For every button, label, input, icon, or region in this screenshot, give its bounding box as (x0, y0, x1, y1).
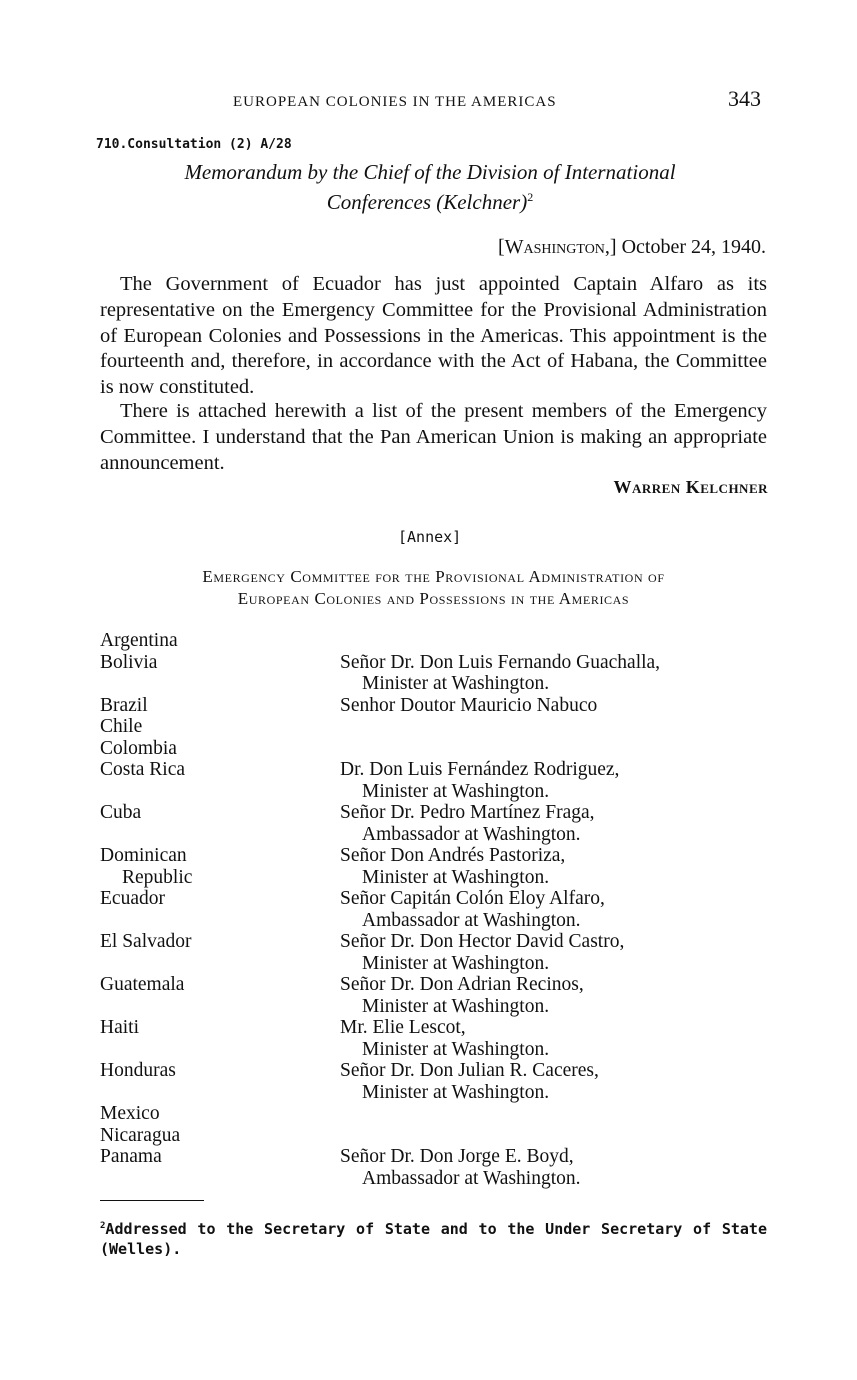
title-line-2 (110, 185, 750, 215)
member-row (100, 652, 780, 674)
member-rep-title: Minister at Washington. (362, 780, 550, 802)
member-representative: Señor Don Andrés Pastoriza, (340, 845, 566, 866)
document-title (110, 160, 750, 215)
member-country: El Salvador (100, 931, 192, 952)
member-representative: Señor Dr. Pedro Martínez Fraga, (340, 802, 595, 823)
running-head: EUROPEAN COLONIES IN THE AMERICAS (233, 94, 557, 110)
dateline-date: October 24, 1940. (621, 236, 766, 258)
member-row (100, 1017, 780, 1039)
member-country: Mexico (100, 1103, 160, 1124)
member-representative: Señor Dr. Don Adrian Recinos, (340, 974, 584, 995)
member-row-cont (100, 953, 780, 975)
member-country: Chile (100, 716, 143, 737)
member-rep-title: Ambassador at Washington. (362, 823, 581, 845)
dateline (498, 236, 766, 259)
member-rep-title: Ambassador at Washington. (362, 909, 581, 931)
member-country: Cuba (100, 802, 142, 823)
member-row (100, 1060, 780, 1082)
member-country: Bolivia (100, 651, 158, 673)
member-rep-title: Minister at Washington. (362, 1081, 550, 1103)
member-representative: Senhor Doutor Mauricio Nabuco (340, 694, 598, 716)
annex-title (100, 566, 767, 610)
paragraph-1 (100, 272, 767, 401)
page-number: 343 (728, 86, 761, 111)
member-representative: Señor Dr. Don Hector David Castro, (340, 931, 625, 952)
member-row (100, 695, 780, 717)
member-row-cont (100, 867, 780, 889)
annex-title-line-2: European Colonies and Possessions in the Americas (237, 589, 630, 608)
member-country-cont: Republic (122, 866, 193, 888)
member-row-cont (100, 781, 780, 803)
member-country: Nicaragua (100, 1124, 181, 1146)
member-representative: Mr. Elie Lescot, (340, 1017, 466, 1038)
member-rep-title: Minister at Washington. (362, 866, 550, 888)
title-line-2-text: Conferences (Kelchner) (326, 190, 528, 214)
member-row-cont (100, 673, 780, 695)
member-row (100, 759, 780, 781)
paragraph-2 (100, 399, 767, 476)
member-country: Argentina (100, 630, 178, 651)
member-representative: Señor Dr. Don Julian R. Caceres, (340, 1060, 599, 1081)
member-row-cont (100, 996, 780, 1018)
paragraph-text: There is attached herewith a list of the present members of the Emergency Committee. I understand that the Pan American Union is making an appropriate announcement. (100, 400, 767, 474)
member-row-cont (100, 1039, 780, 1061)
member-rep-title: Ambassador at Washington. (362, 1167, 581, 1189)
annex-title-line-1: Emergency Committee for the Provisional Administration of (202, 567, 665, 586)
member-country: Honduras (100, 1060, 176, 1081)
annex-label: [Annex] (398, 528, 462, 546)
member-country: Dominican (100, 845, 187, 866)
member-row (100, 974, 780, 996)
member-row-cont (100, 1168, 780, 1190)
member-representative: Dr. Don Luis Fernández Rodriguez, (340, 759, 620, 780)
member-rep-title: Minister at Washington. (362, 995, 550, 1017)
members-list (100, 630, 780, 1189)
member-country: Ecuador (100, 888, 165, 909)
member-country: Colombia (100, 737, 177, 759)
member-row (100, 1125, 780, 1147)
member-row-cont (100, 910, 780, 932)
member-row (100, 630, 780, 652)
member-country: Panama (100, 1146, 162, 1167)
member-row (100, 716, 780, 738)
member-representative: Señor Capitán Colón Eloy Alfaro, (340, 888, 605, 909)
member-row (100, 888, 780, 910)
member-row (100, 845, 780, 867)
member-row (100, 802, 780, 824)
member-row-cont (100, 824, 780, 846)
member-representative: Señor Dr. Don Luis Fernando Guachalla, (340, 651, 661, 673)
footnote-rule (100, 1200, 204, 1201)
paragraph-text: The Government of Ecuador has just appointed Captain Alfaro as its representative on the Emergency Committee for the Provisional Administration of European Colonies and Possessions in the Americas. This appointment is the fourteenth and, therefore, in accordance with the Act of Habana, the Committee is now constituted. (100, 273, 767, 399)
footnote (100, 1216, 767, 1259)
member-row (100, 1146, 780, 1168)
member-row (100, 1103, 780, 1125)
signature: Warren Kelchner (613, 477, 768, 497)
title-line-1: Memorandum by the Chief of the Division of International (184, 160, 676, 184)
member-row-cont (100, 1082, 780, 1104)
footnote-mark: 2 (527, 190, 534, 204)
member-rep-title: Minister at Washington. (362, 1038, 550, 1060)
file-reference: 710.Consultation (2) A/28 (96, 137, 292, 152)
member-representative: Señor Dr. Don Jorge E. Boyd, (340, 1146, 574, 1167)
member-rep-title: Minister at Washington. (362, 673, 550, 694)
dateline-place: [Washington,] (497, 236, 617, 258)
member-rep-title: Minister at Washington. (362, 952, 550, 974)
member-row (100, 738, 780, 760)
member-country: Haiti (100, 1017, 139, 1038)
member-country: Guatemala (100, 974, 185, 995)
member-country: Brazil (100, 694, 148, 716)
member-row (100, 931, 780, 953)
member-country: Costa Rica (100, 759, 186, 780)
footnote-number: 2 (100, 1221, 106, 1231)
footnote-text: Addressed to the Secretary of State and to the Under Secretary of State (Welles). (100, 1220, 767, 1258)
